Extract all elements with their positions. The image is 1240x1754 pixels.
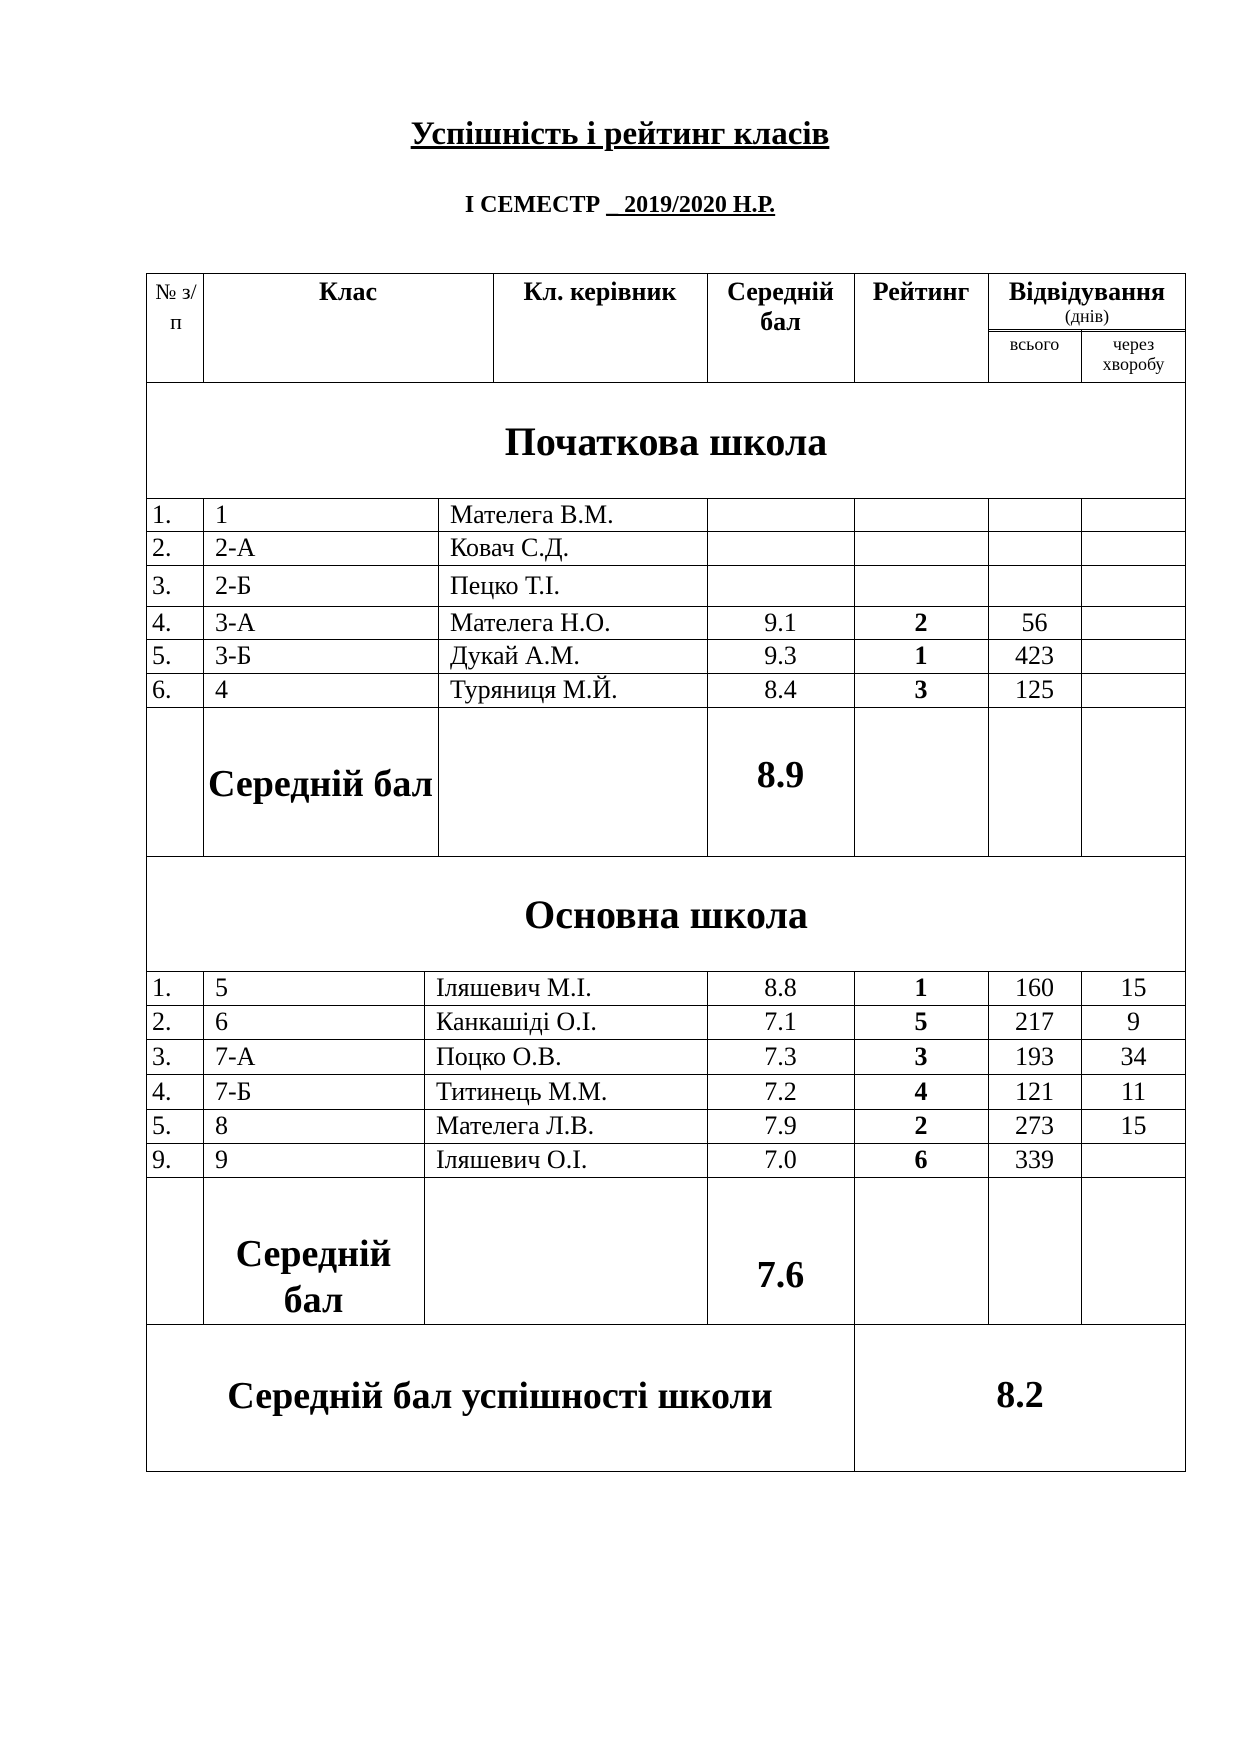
school-average-label: Середній бал успішності школи xyxy=(227,1375,773,1417)
average-score: 7.0 xyxy=(764,1145,797,1174)
row-divider xyxy=(988,331,1186,332)
attendance-total xyxy=(988,531,1081,565)
class-name: 6 xyxy=(215,1007,228,1036)
school-average-value: 8.2 xyxy=(996,1374,1044,1416)
row-number: 6. xyxy=(152,675,172,704)
row-divider xyxy=(146,382,1186,383)
attendance-sick: 15 xyxy=(1120,1111,1147,1140)
header-teacher: Кл. керівник xyxy=(523,277,677,306)
row-number: 2. xyxy=(152,1007,172,1036)
class-name: 5 xyxy=(215,973,228,1002)
col-divider xyxy=(424,971,425,1324)
teacher-name: Мателега Л.В. xyxy=(436,1111,595,1140)
attendance-total: 273 xyxy=(1015,1111,1054,1140)
rating-value: 3 xyxy=(914,1041,928,1071)
header-rating: Рейтинг xyxy=(872,277,970,306)
row-number: 4. xyxy=(152,607,172,637)
academic-year: _ 2019/2020 Н.Р. xyxy=(606,192,776,218)
attendance-sick xyxy=(1081,569,1186,603)
class-name: 7-А xyxy=(215,1041,256,1071)
class-name: 2-Б xyxy=(215,570,252,600)
rating-value xyxy=(854,531,988,565)
class-name: 1 xyxy=(215,499,228,529)
row-number: 1. xyxy=(152,973,172,1002)
teacher-name: Мателега В.М. xyxy=(450,499,614,529)
attendance-total: 339 xyxy=(1015,1145,1054,1174)
row-number: 3. xyxy=(152,570,172,600)
attendance-sick xyxy=(1081,639,1186,673)
header-attendance-unit: (днів) xyxy=(1064,306,1110,326)
basic-average-label: Середній бал xyxy=(235,1233,392,1321)
semester-label: І СЕМЕСТР xyxy=(464,192,601,218)
col-divider xyxy=(438,498,439,856)
ratings-table xyxy=(146,273,1186,1472)
average-score: 9.3 xyxy=(764,641,797,670)
average-score xyxy=(707,569,854,603)
row-divider xyxy=(988,329,1186,330)
rating-value xyxy=(854,569,988,603)
teacher-name: Мателега Н.О. xyxy=(450,607,611,637)
rating-value: 1 xyxy=(914,973,928,1002)
teacher-name: Іляшевич М.І. xyxy=(436,973,592,1002)
page-subtitle xyxy=(0,192,1240,219)
attendance-sick: 34 xyxy=(1120,1041,1147,1071)
row-number: 5. xyxy=(152,641,172,670)
row-number: 4. xyxy=(152,1076,172,1106)
row-divider xyxy=(146,1324,1186,1325)
teacher-name: Дукай А.М. xyxy=(450,641,580,670)
header-total: всього xyxy=(1009,334,1060,354)
teacher-name: Ковач С.Д. xyxy=(450,533,570,562)
row-number: 2. xyxy=(152,533,172,562)
average-score: 8.4 xyxy=(764,675,797,704)
rating-value: 6 xyxy=(914,1145,928,1174)
class-name: 2-А xyxy=(215,533,256,562)
section-title-basic: Основна школа xyxy=(524,892,808,937)
class-name: 4 xyxy=(215,675,228,704)
attendance-total xyxy=(988,569,1081,603)
row-number: 1. xyxy=(152,499,172,529)
average-score xyxy=(707,531,854,565)
attendance-sick: 9 xyxy=(1127,1007,1140,1036)
teacher-name: Титинець М.М. xyxy=(436,1076,608,1106)
header-num: № з/п xyxy=(155,279,197,334)
attendance-total: 56 xyxy=(1021,607,1048,637)
attendance-total xyxy=(988,498,1081,532)
row-divider xyxy=(146,707,1186,708)
primary-average-value: 8.9 xyxy=(756,754,805,796)
class-name: 3-Б xyxy=(215,641,252,670)
attendance-total: 160 xyxy=(1015,973,1054,1002)
teacher-name: Іляшевич О.І. xyxy=(436,1145,588,1174)
basic-average-value: 7.6 xyxy=(756,1254,805,1296)
average-score: 9.1 xyxy=(764,607,797,637)
class-name: 8 xyxy=(215,1111,228,1140)
header-attendance: Відвідування xyxy=(1008,277,1166,306)
average-score: 7.3 xyxy=(764,1041,797,1071)
teacher-name: Поцко О.В. xyxy=(436,1041,562,1071)
rating-value: 2 xyxy=(914,607,928,637)
row-divider xyxy=(146,1177,1186,1178)
rating-value xyxy=(854,498,988,532)
class-name: 3-А xyxy=(215,607,256,637)
attendance-total: 217 xyxy=(1015,1007,1054,1036)
header-average: Середній бал xyxy=(727,277,834,336)
class-name: 9 xyxy=(215,1145,228,1174)
attendance-total: 423 xyxy=(1015,641,1054,670)
attendance-total: 193 xyxy=(1015,1041,1054,1071)
teacher-name: Канкашіді О.І. xyxy=(436,1007,597,1036)
header-class: Клас xyxy=(319,277,377,306)
attendance-sick xyxy=(1081,606,1186,640)
attendance-total: 121 xyxy=(1015,1076,1054,1106)
header-sick: через хворобу xyxy=(1102,334,1165,374)
primary-average-label: Середній бал xyxy=(208,763,433,805)
average-score: 8.8 xyxy=(764,973,797,1002)
rating-value: 3 xyxy=(914,675,928,704)
attendance-sick xyxy=(1081,1143,1186,1177)
attendance-sick: 11 xyxy=(1120,1076,1147,1106)
teacher-name: Туряниця М.Й. xyxy=(450,675,618,704)
average-score: 7.1 xyxy=(764,1007,797,1036)
row-divider xyxy=(146,565,1186,566)
rating-value: 1 xyxy=(914,641,928,670)
row-number: 5. xyxy=(152,1111,172,1140)
section-title-primary: Початкова школа xyxy=(504,419,828,464)
rating-value: 4 xyxy=(914,1076,928,1106)
attendance-sick xyxy=(1081,673,1186,707)
teacher-name: Пецко Т.І. xyxy=(450,570,560,600)
attendance-sick: 15 xyxy=(1120,973,1147,1002)
attendance-total: 125 xyxy=(1015,675,1054,704)
rating-value: 2 xyxy=(914,1111,928,1140)
average-score: 7.9 xyxy=(764,1111,797,1140)
attendance-sick xyxy=(1081,531,1186,565)
row-number: 9. xyxy=(152,1145,172,1174)
page-title: Успішність і рейтинг класів xyxy=(410,116,830,152)
row-divider xyxy=(146,856,1186,857)
row-number: 3. xyxy=(152,1041,172,1071)
rating-value: 5 xyxy=(914,1007,928,1036)
attendance-sick xyxy=(1081,498,1186,532)
average-score: 7.2 xyxy=(764,1076,797,1106)
average-score xyxy=(707,498,854,532)
class-name: 7-Б xyxy=(215,1076,252,1106)
